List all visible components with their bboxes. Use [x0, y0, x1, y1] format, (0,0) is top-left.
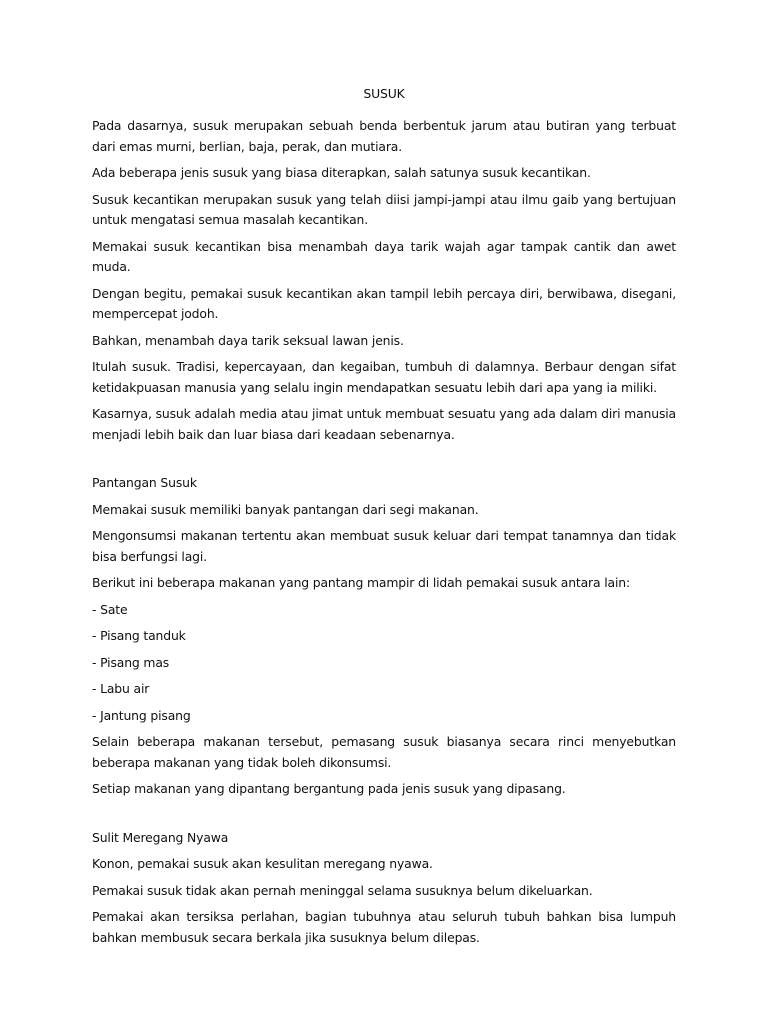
- document-title: SUSUK: [363, 86, 405, 101]
- section-heading: Sulit Meregang Nyawa: [92, 829, 229, 845]
- paragraph: Itulah susuk. Tradisi, kepercayaan, dan kegaiban, tumbuh di dalamnya. Berbaur dengan sifat ketidakpuasan manusia yang selalu ingin mendapatkan sesuatu lebih dari apa yang ia miliki.: [92, 359, 676, 395]
- list-item: - Pisang tanduk: [92, 628, 186, 643]
- paragraph: Konon, pemakai susuk akan kesulitan meregang nyawa.: [92, 856, 433, 871]
- paragraph: Pemakai akan tersiksa perlahan, bagian tubuhnya atau seluruh tubuh bahkan bisa lumpuh bahkan membusuk secara berkala jika susuknya belum dilepas.: [92, 909, 676, 945]
- section-pantangan: [92, 473, 676, 800]
- paragraph: Mengonsumsi makanan tertentu akan membuat susuk keluar dari tempat tanamnya dan tidak bisa berfungsi lagi.: [92, 528, 676, 564]
- paragraph: Berikut ini beberapa makanan yang pantang mampir di lidah pemakai susuk antara lain:: [92, 575, 630, 590]
- list-item: - Pisang mas: [92, 654, 170, 670]
- section-spacer: [92, 806, 676, 828]
- paragraph: Dengan begitu, pemakai susuk kecantikan akan tampil lebih percaya diri, berwibawa, disegani, mempercepat jodoh.: [92, 285, 676, 321]
- paragraph: Memakai susuk memiliki banyak pantangan dari segi makanan.: [92, 501, 479, 517]
- list-item: - Labu air: [92, 681, 150, 696]
- section-heading: Pantangan Susuk: [92, 475, 197, 490]
- paragraph: Bahkan, menambah daya tarik seksual lawan jenis.: [92, 332, 404, 348]
- paragraph: Kasarnya, susuk adalah media atau jimat untuk membuat sesuatu yang ada dalam diri manusia menjadi lebih baik dan luar biasa dari keadaan sebenarnya.: [92, 406, 676, 442]
- document-page: [92, 80, 676, 954]
- paragraph: Selain beberapa makanan tersebut, pemasang susuk biasanya secara rinci menyebutkan beberapa makanan yang tidak boleh dikonsumsi.: [92, 734, 676, 770]
- section-meregang-nyawa: [92, 828, 676, 949]
- list-item: - Sate: [92, 601, 128, 617]
- paragraph: Memakai susuk kecantikan bisa menambah daya tarik wajah agar tampak cantik dan awet muda.: [92, 238, 676, 274]
- paragraph: Setiap makanan yang dipantang bergantung pada jenis susuk yang dipasang.: [92, 781, 566, 796]
- paragraph: Pada dasarnya, susuk merupakan sebuah benda berbentuk jarum atau butiran yang terbuat dari emas murni, berlian, baja, perak, dan mutiara.: [92, 118, 676, 154]
- paragraph: Ada beberapa jenis susuk yang biasa diterapkan, salah satunya susuk kecantikan.: [92, 165, 591, 180]
- paragraph: Susuk kecantikan merupakan susuk yang telah diisi jampi-jampi atau ilmu gaib yang bertujuan untuk mengatasi semua masalah kecantikan.: [92, 191, 676, 227]
- section-intro: [92, 116, 676, 445]
- list-item: - Jantung pisang: [92, 707, 191, 723]
- paragraph: Pemakai susuk tidak akan pernah meninggal selama susuknya belum dikeluarkan.: [92, 882, 593, 898]
- section-spacer: [92, 451, 676, 473]
